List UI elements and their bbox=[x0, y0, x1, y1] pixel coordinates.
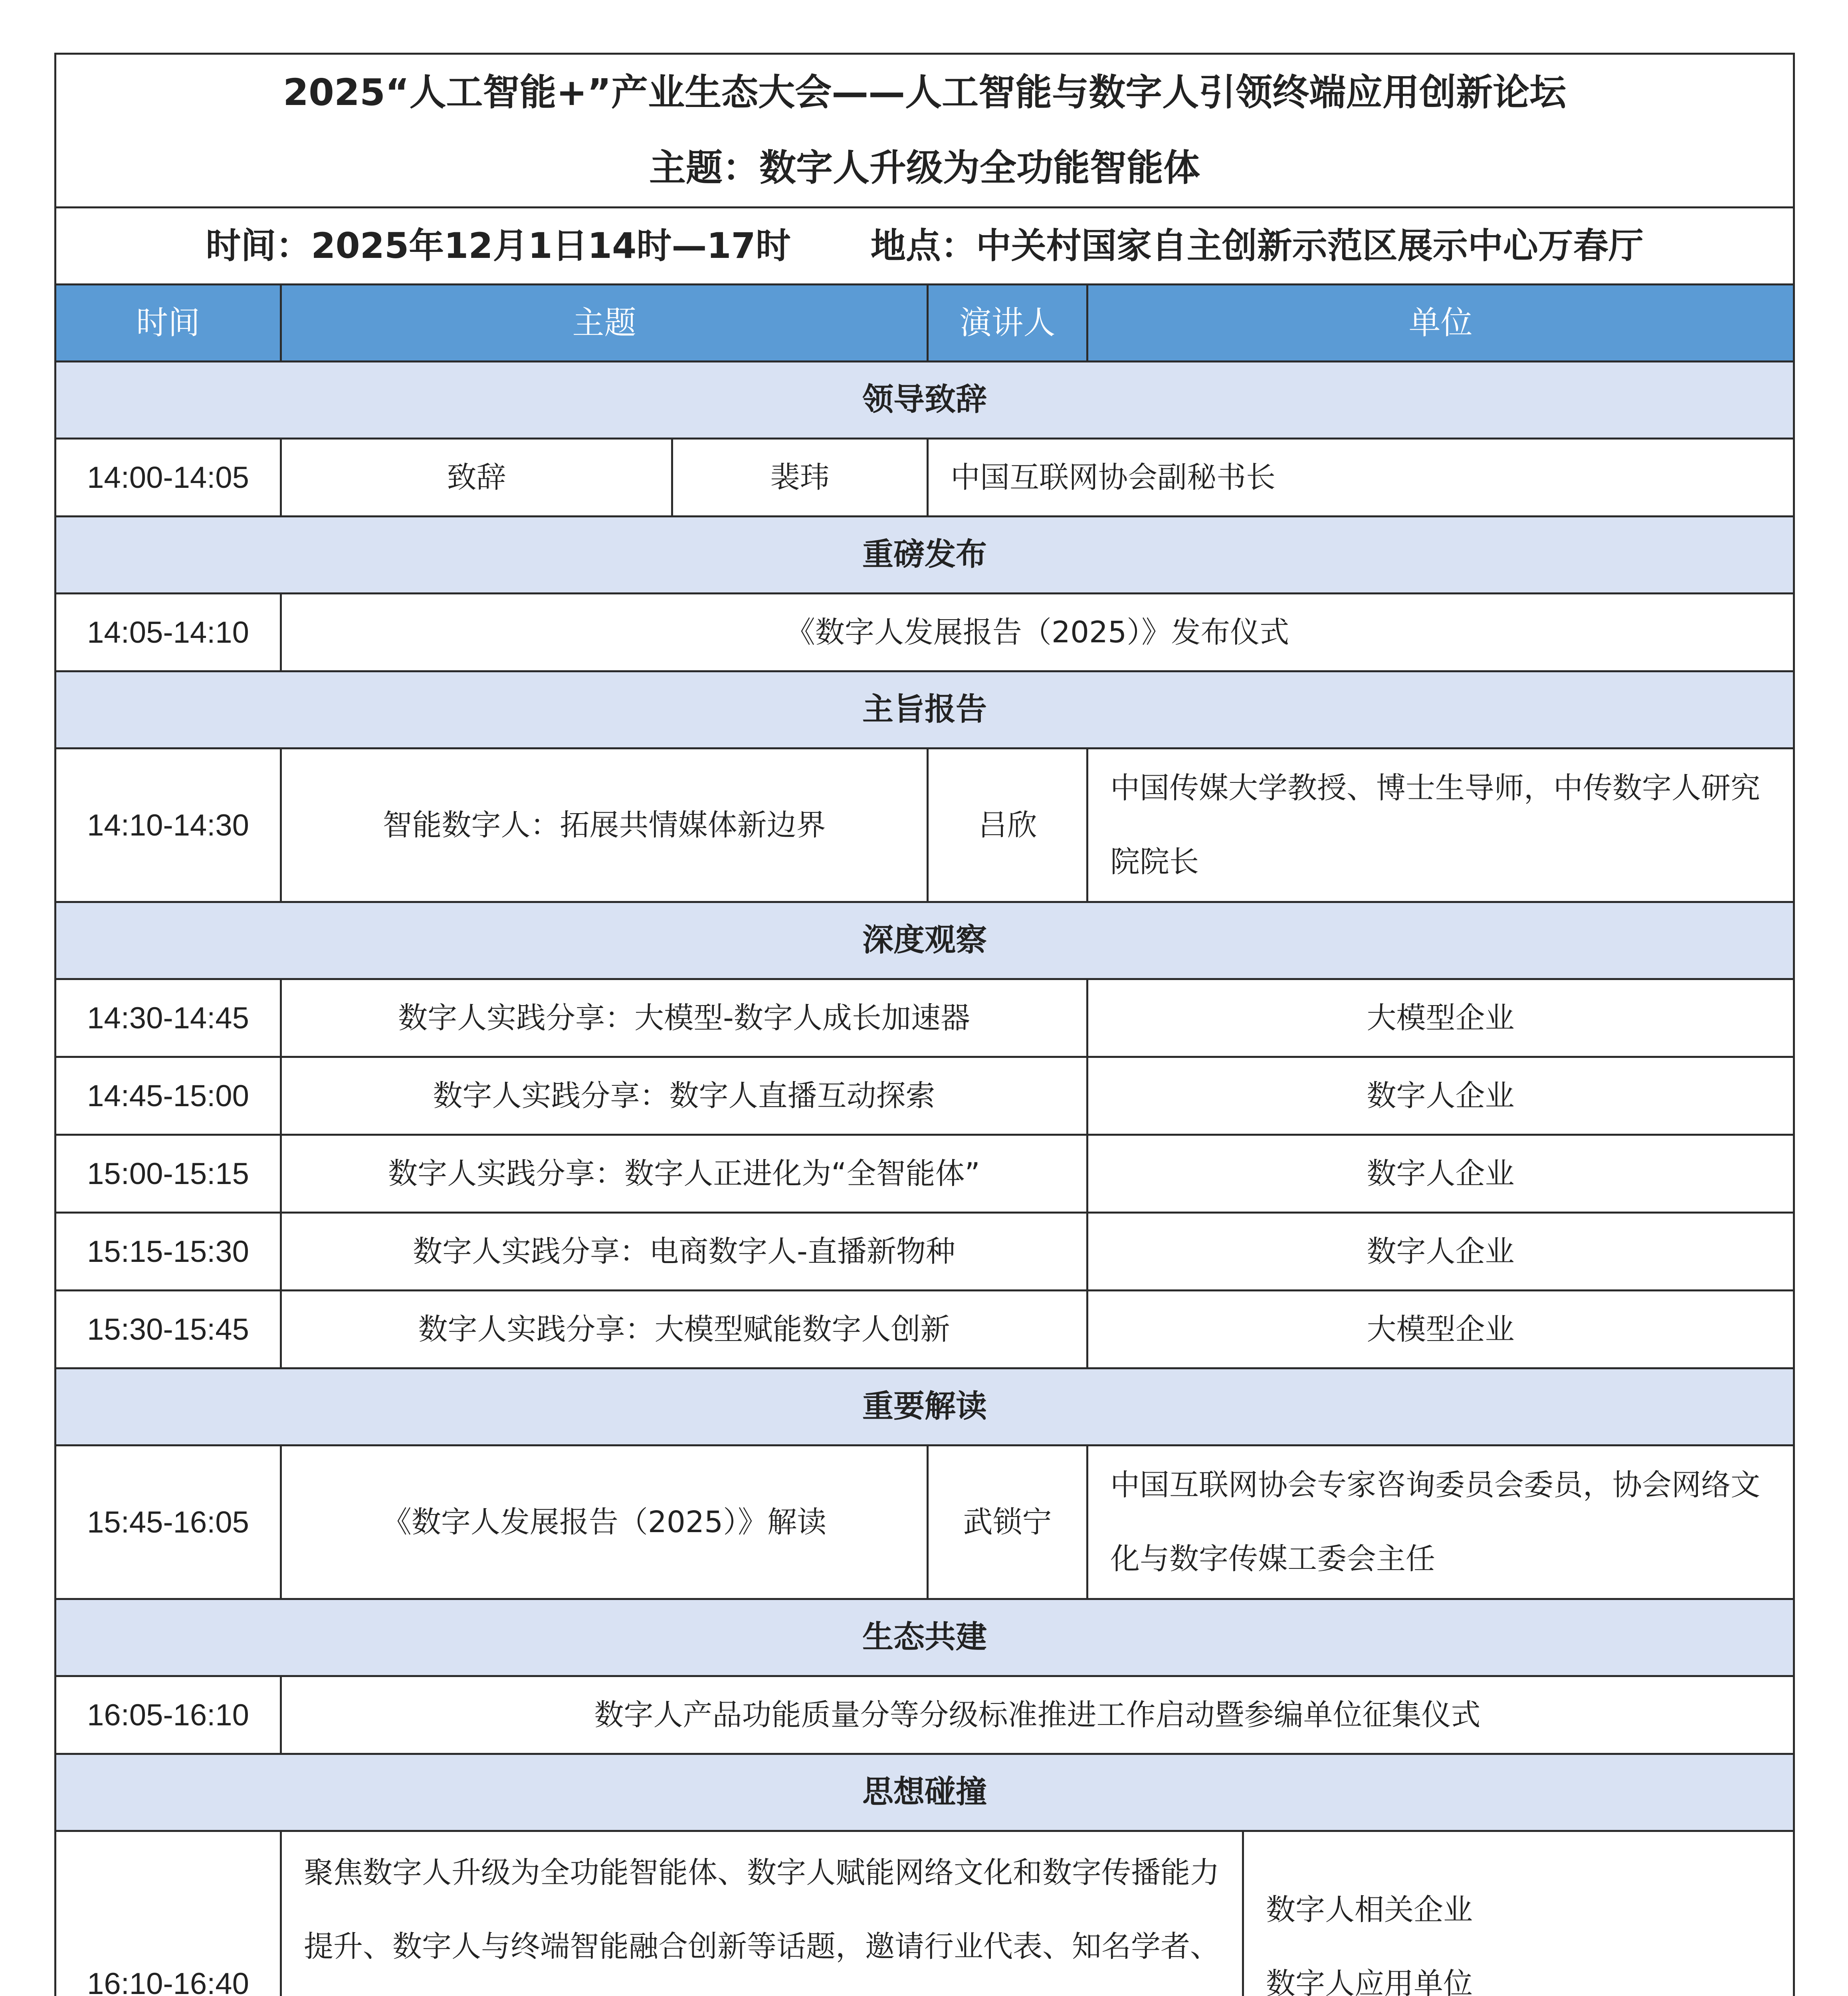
agenda-row bbox=[55, 1831, 1794, 1996]
row-org: 中国互联网协会副秘书长 bbox=[928, 439, 1794, 517]
row-topic: 数字人实践分享：电商数字人-直播新物种 bbox=[281, 1213, 1087, 1291]
section-row bbox=[55, 517, 1794, 594]
row-org-list bbox=[1243, 1831, 1794, 1996]
agenda-title: 2025“人工智能+”产业生态大会——人工智能与数字人引领终端应用创新论坛 bbox=[283, 71, 1567, 114]
col-header-speaker: 演讲人 bbox=[928, 285, 1087, 362]
agenda-row bbox=[55, 748, 1794, 902]
row-time: 14:05-14:10 bbox=[55, 594, 281, 671]
agenda-sheet bbox=[54, 53, 1793, 1996]
section-title: 生态共建 bbox=[55, 1599, 1794, 1676]
agenda-row bbox=[55, 1135, 1794, 1213]
row-org: 数字人企业 bbox=[1087, 1057, 1794, 1135]
col-header-time: 时间 bbox=[55, 285, 281, 362]
row-org: 数字人企业 bbox=[1087, 1213, 1794, 1291]
section-title: 重要解读 bbox=[55, 1368, 1794, 1446]
row-topic: 《数字人发展报告（2025）》发布仪式 bbox=[281, 594, 1794, 671]
section-row bbox=[55, 671, 1794, 748]
event-location: 地点：中关村国家自主创新示范区展示中心万春厅 bbox=[870, 225, 1644, 266]
column-header-row bbox=[55, 285, 1794, 362]
section-title: 思想碰撞 bbox=[55, 1754, 1794, 1831]
row-org: 大模型企业 bbox=[1087, 979, 1794, 1057]
row-org: 中国互联网协会专家咨询委员会委员，协会网络文化与数字传媒工委会主任 bbox=[1087, 1446, 1794, 1599]
agenda-row bbox=[55, 439, 1794, 517]
section-row bbox=[55, 1368, 1794, 1446]
agenda-row bbox=[55, 979, 1794, 1057]
row-org: 数字人应用单位 bbox=[1266, 1966, 1473, 1996]
row-topic: 数字人产品功能质量分等分级标准推进工作启动暨参编单位征集仪式 bbox=[281, 1676, 1794, 1754]
row-time: 14:45-15:00 bbox=[55, 1057, 281, 1135]
section-row bbox=[55, 902, 1794, 979]
row-org: 数字人企业 bbox=[1087, 1135, 1794, 1213]
row-time: 16:05-16:10 bbox=[55, 1676, 281, 1754]
agenda-row bbox=[55, 1057, 1794, 1135]
row-topic: 数字人实践分享：数字人直播互动探索 bbox=[281, 1057, 1087, 1135]
row-speaker: 武锁宁 bbox=[928, 1446, 1087, 1599]
row-org: 数字人相关企业 bbox=[1266, 1892, 1473, 1927]
agenda-table bbox=[54, 53, 1795, 1996]
event-time: 时间：2025年12月1日14时—17时 bbox=[206, 225, 791, 266]
agenda-row bbox=[55, 1446, 1794, 1599]
col-header-org: 单位 bbox=[1087, 285, 1794, 362]
info-cell bbox=[55, 208, 1794, 285]
section-title: 主旨报告 bbox=[55, 671, 1794, 748]
title-cell bbox=[55, 54, 1794, 208]
row-time: 14:00-14:05 bbox=[55, 439, 281, 517]
row-time: 15:00-15:15 bbox=[55, 1135, 281, 1213]
row-time: 15:45-16:05 bbox=[55, 1446, 281, 1599]
row-speaker: 裴玮 bbox=[672, 439, 928, 517]
row-time: 16:10-16:40 bbox=[55, 1831, 281, 1996]
col-header-topic: 主题 bbox=[281, 285, 928, 362]
row-org: 中国传媒大学教授、博士生导师，中传数字人研究院院长 bbox=[1087, 748, 1794, 902]
section-title: 重磅发布 bbox=[55, 517, 1794, 594]
row-topic: 智能数字人：拓展共情媒体新边界 bbox=[281, 748, 928, 902]
row-time: 15:15-15:30 bbox=[55, 1213, 281, 1291]
section-row bbox=[55, 1754, 1794, 1831]
row-topic: 《数字人发展报告（2025）》解读 bbox=[281, 1446, 928, 1599]
section-title: 深度观察 bbox=[55, 902, 1794, 979]
section-row bbox=[55, 362, 1794, 439]
row-time: 14:30-14:45 bbox=[55, 979, 281, 1057]
agenda-row bbox=[55, 1291, 1794, 1368]
row-topic: 数字人实践分享：数字人正进化为“全智能体” bbox=[281, 1135, 1087, 1213]
row-topic: 数字人实践分享：大模型-数字人成长加速器 bbox=[281, 979, 1087, 1057]
agenda-row bbox=[55, 1676, 1794, 1754]
row-topic: 数字人实践分享：大模型赋能数字人创新 bbox=[281, 1291, 1087, 1368]
row-time: 15:30-15:45 bbox=[55, 1291, 281, 1368]
section-row bbox=[55, 1599, 1794, 1676]
row-speaker: 吕欣 bbox=[928, 748, 1087, 902]
agenda-row bbox=[55, 1213, 1794, 1291]
row-time: 14:10-14:30 bbox=[55, 748, 281, 902]
agenda-row bbox=[55, 594, 1794, 671]
section-title: 领导致辞 bbox=[55, 362, 1794, 439]
agenda-subtitle: 主题：数字人升级为全功能智能体 bbox=[649, 147, 1200, 189]
title-row bbox=[55, 54, 1794, 208]
row-topic: 致辞 bbox=[281, 439, 672, 517]
info-row bbox=[55, 208, 1794, 285]
row-topic: 聚焦数字人升级为全功能智能体、数字人赋能网络文化和数字传播能力提升、数字人与终端智能融合创新等话题，邀请行业代表、知名学者、 bbox=[281, 1831, 1243, 1996]
row-org: 大模型企业 bbox=[1087, 1291, 1794, 1368]
